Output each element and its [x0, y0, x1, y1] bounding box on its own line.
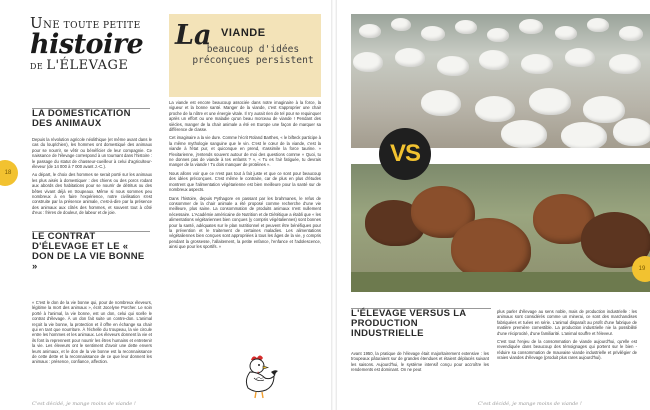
versus-badge [379, 128, 431, 180]
title-line-1: UNE TOUTE PETITE [30, 14, 141, 32]
footer-left: C'est décidé, je mange moins de viande ! [32, 401, 136, 407]
section-body-elevage-col1 [351, 351, 489, 376]
page-number-right: 19 [638, 266, 646, 272]
section-body-domestication [32, 137, 152, 219]
paragraph: Cet imaginaire a la vie dure. Comme l'écrit Roland Barthes, « le bifteck participe à la même mythologie sanguine que le vin. C'est le cœur de la viande, c'est la viande à l'état pur, et quiconque en prend, s'assimile la force taurine. » Flexitarienne, j'entends souvent autour de moi des questions comme « Quoi, tu ne donnes pas de viande à tes enfants ? », « Tu es l'air fatiguée, tu devrais manger de la viande ! Tu dois manquer de protéines ». [169, 135, 321, 168]
paragraph: Avant 1950, la pratique de l'élevage était majoritairement extensive : les troupeaux pâturaient sur de grandes étendues et étaient déplacés suivant les saisons. Aujourd'hui, le système intensif conçu pour accroître les rendements est dominant. On ne peut [351, 351, 489, 373]
paragraph: « C'est le don de la vie bonne qui, pour de nombreux éleveurs, légitime la mort des animaux », écrit Jocelyne Porcher. Le soin porté à l'animal, la vie bonne, est un don, celui qui scelle le contrat d'élevage. À un don fait suite un contre-don. L'animal reçoit la vie bonne, la protection et il offre en échange sa chair qui en tant que nourriture. À l'échelle du troupeau, la vie circule entre les hommes et les animaux. Les éleveurs donnent la vie et ils font la reprennent pour nourrir les êtres humains et entretenir la vie. Les éleveurs ont le sentiment d'avoir une dette envers leurs animaux, et le don de la vie bonne est la reconnaissance de cette dette et la reconnaissance de ce que leur donnent les animaux : présence, confiance, affection. [32, 300, 152, 365]
paragraph: La viande est encore beaucoup associée dans notre imaginaire à la force, la vigueur et la bonne santé. Manger de la viande, c'est s'approprier une chair proche de la nôtre et une énergie vitale. Il n'y aurait rien de tel pour se requinquer après un effort ou une maladie qu'un beau morceau de viande ! Pendant des siècles, manger de la chair animale a été en Europe une façon de marquer sa différence de classe. [169, 100, 321, 133]
section-heading-domestication: LA DOMESTICATION DES ANIMAUX [32, 108, 131, 129]
sidebar-body [169, 100, 321, 253]
section-body-contrat [32, 300, 152, 368]
paragraph: Depuis la révolution agricole néolithique (et même avant dans le cas du loup/chien), les hommes ont domestiqué des animaux pour se nourrir, se vêtir ou bénéficier de leur compagnie. Ce naissance de l'élevage correspond à un tournant dans l'histoire : le passage du statut de chasseur-cueilleur à celui d'agriculteur-éleveur (de 14 000 à 7 000 avant J.-C.). [32, 137, 152, 170]
section-heading-elevage-vs-industrie: L'ÉLEVAGE VERSUS LA PRODUCTION INDUSTRIELLE [351, 308, 467, 339]
paragraph: Dans l'histoire, depuis Pythagore en passant par les brahmanes, le refus de consommer de la chair animale a été proposé comme recherche d'une vie meilleure, plus saine. La consommation de produits animaux n'est nullement nécessaire. L'Académie américaine de Nutrition et de Diététique a établi que « les alimentations végétariennes bien conçues (y compris végétaliennes) sont bonnes pour la santé, adéquates sur le plan nutritionnel et peuvent être bénéfiques pour la prévention et le traitement de certaines maladies. Les alimentations végétaliennes bien conçues sont appropriées à tous les âges de la vie, y compris pendant la grossesse, l'allaitement, la petite enfance, l'enfance et l'adolescence, ainsi que pour les sportifs. » [169, 195, 321, 250]
paragraph: plus parler d'élevage au sens noble, mais de production industrielle : les animaux sont considérés comme un minerai, ce sont des marchandises fabriquées et tuées en série. L'animal disparaît au profit d'une fabrique de matière première comestible. La production industrielle nie la possibilité d'une réciprocité, d'une familiarité. L'animal souffre et l'éleveur. [497, 309, 637, 336]
section-body-elevage-col2 [497, 309, 637, 364]
footer-right: C'est décidé, je mange moins de viande ! [478, 401, 582, 407]
sidebar-box-viande [169, 14, 321, 97]
sidebar-subtitle: beaucoup d'idées préconçues persistent [192, 44, 314, 66]
chapter-title [30, 14, 150, 73]
section-heading-contrat: LE CONTRAT D'ÉLEVAGE ET LE « DON DE LA VIE BONNE » [32, 231, 145, 272]
title-line-3: DE L'ÉLEVAGE [30, 58, 129, 73]
page-tab-left [0, 160, 18, 186]
chicken-illustration-icon [237, 352, 281, 400]
book-gutter [331, 0, 337, 410]
sidebar-title-la: La [175, 20, 212, 51]
page-number-left: 18 [4, 170, 12, 176]
photo-free-range-hens [351, 164, 650, 292]
photo-industrial-hens [351, 14, 650, 148]
paragraph: Nous allons voir que ce n'est pas tout à fait juste et que ce sont pour beaucoup des idées préconçues. C'est même le contraire, car de plus en plus d'études montrent que l'alimentation végétarienne est bien meilleure pour la santé sur de nombreux aspects. [169, 170, 321, 193]
sidebar-title-viande: VIANDE [221, 27, 266, 39]
paragraph: C'est tout l'enjeu de la consommation de viande aujourd'hui, qu'elle est revendiquée dans beaucoup des témoignages qui portent sur le bien - réduire sa consommation de mauvaise viande industrielle et privilégier de vraies viandes d'élevage (produit plus rares aujourd'hui). [497, 339, 637, 361]
title-line-2: histoire [30, 29, 144, 60]
paragraph: Au départ, le choix des hommes se serait porté sur les animaux les plus aisés à domestiquer : des chiens ou des porcs rodant aux abords des habitations pour se nourrir de détritus ou des bêtes vivant déjà en troupeaux. Même si nous sommes peu nombreux à en faire l'expérience, notre civilisation s'est construite par la présence animale, c'est-à-dire par la présence des animaux aux côtés des hommes, et souvent tout à côté d'eux : frères de douleur, de labeur et de joie. [32, 172, 152, 216]
versus-label: VS [389, 140, 420, 167]
